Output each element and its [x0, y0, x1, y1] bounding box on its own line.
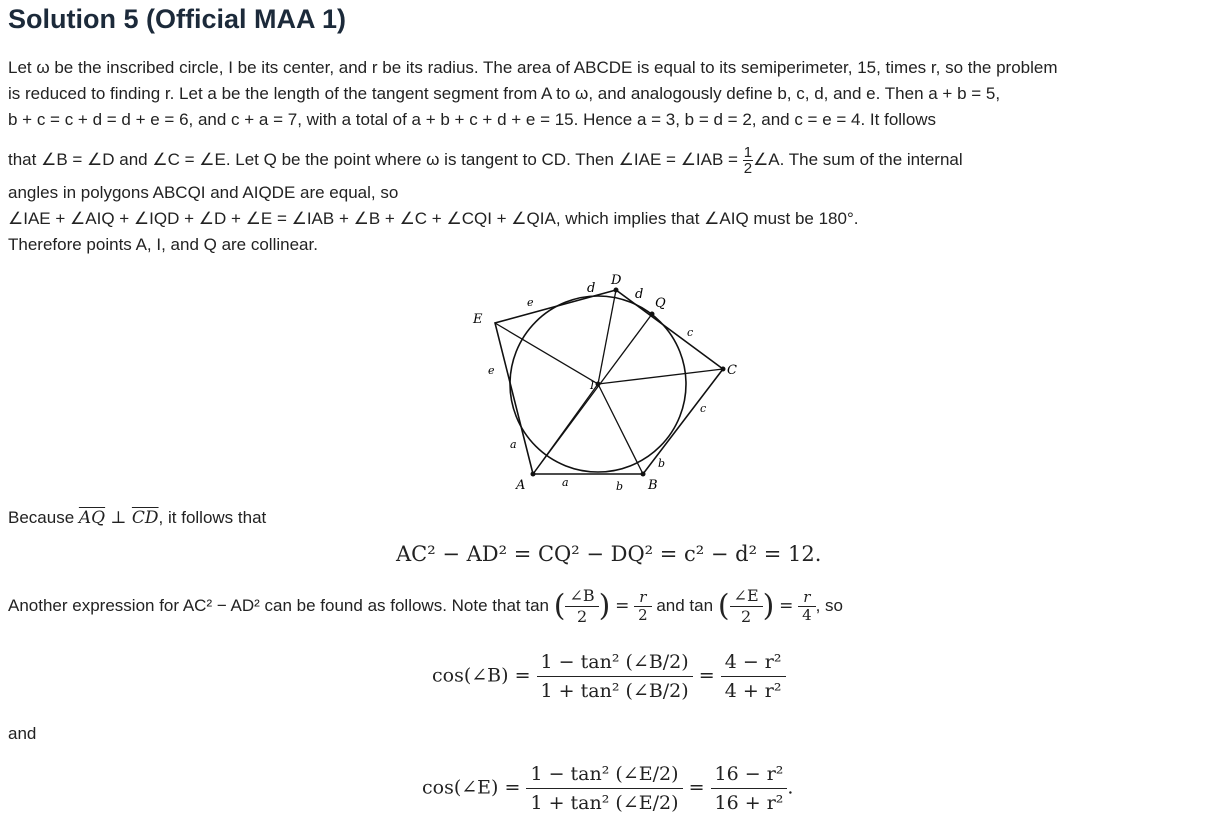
tanE-den: 2 — [740, 607, 752, 627]
and-tan-text: and tan — [656, 596, 714, 615]
half-den: 2 — [743, 160, 753, 177]
cosE-fraction — [526, 760, 682, 817]
segment-ID — [598, 290, 616, 384]
seg-label-b-bottom: b — [616, 480, 624, 493]
display-equation: AC² − AD² = CQ² − DQ² = c² − d² = 12. — [396, 542, 822, 566]
para1-line4 — [8, 145, 963, 176]
segment-AQ-label: $\overline{AQ}$ — [78, 508, 106, 528]
segment-AQ — [533, 314, 652, 474]
para1-line4-b: ∠A. The sum of the internal — [753, 149, 963, 169]
four-den: 4 — [802, 606, 812, 625]
para1-line1: Let ω be the inscribed circle, I be its center, and r be its radius. The area of ABCDE is equal to its semiperimeter, 15, times r, so the problem — [8, 58, 1058, 77]
para1-line6: ∠IAE + ∠AIQ + ∠IQD + ∠D + ∠E = ∠IAB + ∠B + ∠C + ∠CQI + ∠QIA, which implies that ∠AIQ must be 180°. — [8, 209, 859, 228]
r-num-2: r — [798, 589, 816, 607]
seg-label-a-left: a — [510, 438, 517, 451]
cosE-equation — [422, 760, 793, 817]
cosE-rhs-fraction — [711, 760, 788, 817]
label-E: E — [473, 312, 483, 327]
seg-label-d-right: d — [635, 287, 644, 302]
seg-label-e-left: e — [488, 364, 495, 377]
paren-close-2: ) — [762, 588, 775, 624]
para1-line4-a: that ∠B = ∠D and ∠C = ∠E. Let Q be the point where ω is tangent to CD. Then ∠IAE = ∠IAB = — [8, 149, 743, 169]
seg-label-b-right: b — [658, 457, 666, 470]
cosE-lhs: cos(∠E) = — [422, 776, 521, 799]
tanB-num: ∠B — [565, 586, 598, 607]
point-A — [531, 472, 536, 477]
label-Q: Q — [655, 296, 666, 311]
another-line — [8, 586, 843, 627]
pentagon-diagram — [460, 262, 760, 497]
segment-CD-label: $\overline{CD}$ — [131, 508, 159, 528]
cosB-rhs-fraction — [721, 648, 786, 705]
cosE-equals: = — [688, 776, 705, 799]
and-word: and — [8, 724, 37, 743]
paren-close-1: ) — [598, 588, 611, 624]
r-num-1: r — [634, 589, 652, 607]
frac-B-over-2 — [565, 586, 598, 627]
cosE-den: 1 + tan² (∠E/2) — [530, 792, 679, 814]
tanE-num: ∠E — [730, 586, 763, 607]
cosB-rhs-num: 4 − r² — [721, 648, 786, 677]
two-den: 2 — [638, 606, 648, 625]
label-I: I — [590, 379, 595, 392]
cosB-equation — [432, 648, 786, 705]
equals-2: = — [779, 596, 794, 616]
point-C — [721, 367, 726, 372]
perp-symbol: ⊥ — [105, 508, 132, 528]
half-fraction — [743, 145, 753, 176]
cosE-num: 1 − tan² (∠E/2) — [526, 760, 682, 789]
point-B — [641, 472, 646, 477]
pentagon-outline — [495, 290, 723, 474]
label-C: C — [727, 363, 737, 378]
half-num: 1 — [743, 144, 753, 161]
cosB-den: 1 + tan² (∠B/2) — [540, 680, 689, 702]
paren-open-1: ( — [553, 588, 566, 624]
cosE-period: . — [787, 776, 794, 799]
frac-E-over-2 — [730, 586, 763, 627]
solution-title: Solution 5 (Official MAA 1) — [8, 4, 347, 34]
equals-1: = — [615, 596, 630, 616]
paren-open-2: ( — [717, 588, 730, 624]
seg-label-d-left: d — [587, 281, 596, 296]
point-Q — [650, 312, 655, 317]
cosB-num: 1 − tan² (∠B/2) — [537, 648, 693, 677]
point-D — [614, 288, 619, 293]
seg-label-e-top: e — [527, 296, 534, 309]
tanB-den: 2 — [576, 607, 588, 627]
cosB-fraction — [537, 648, 693, 705]
cosE-rhs-den: 16 + r² — [714, 792, 784, 814]
cosB-rhs-den: 4 + r² — [724, 680, 782, 702]
cosB-equals: = — [698, 664, 715, 687]
because-pre: Because — [8, 508, 79, 527]
another-text: Another expression for AC² − AD² can be found as follows. Note that tan — [8, 596, 549, 615]
segment-IB — [598, 384, 643, 474]
label-A: A — [516, 478, 526, 493]
para1-line5: angles in polygons ABCQI and AIQDE are equal, so — [8, 183, 399, 202]
label-B: B — [648, 478, 658, 493]
para1-line7: Therefore points A, I, and Q are collinear. — [8, 235, 318, 254]
seg-label-c-lower: c — [700, 402, 707, 415]
frac-r-over-4 — [798, 589, 816, 624]
seg-label-c-upper: c — [687, 326, 694, 339]
seg-label-a-bottom: a — [562, 476, 569, 489]
because-post: , it follows that — [158, 508, 267, 527]
segment-IC — [598, 369, 723, 384]
para1-line2: is reduced to finding r. Let a be the length of the tangent segment from A to ω, and analogously define b, c, d, and e. Then a + b = 5, — [8, 84, 1001, 103]
para1-line3: b + c = c + d = d + e = 6, and c + a = 7, with a total of a + b + c + d + e = 15. Hence a = 3, b = d = 2, and c = e = 4. It follows — [8, 110, 937, 129]
cosB-lhs: cos(∠B) = — [432, 664, 531, 687]
so-text: , so — [815, 596, 844, 615]
frac-r-over-2 — [634, 589, 652, 624]
point-I — [596, 382, 601, 387]
because-line — [8, 505, 266, 531]
label-D: D — [611, 273, 622, 288]
cosE-rhs-num: 16 − r² — [711, 760, 788, 789]
